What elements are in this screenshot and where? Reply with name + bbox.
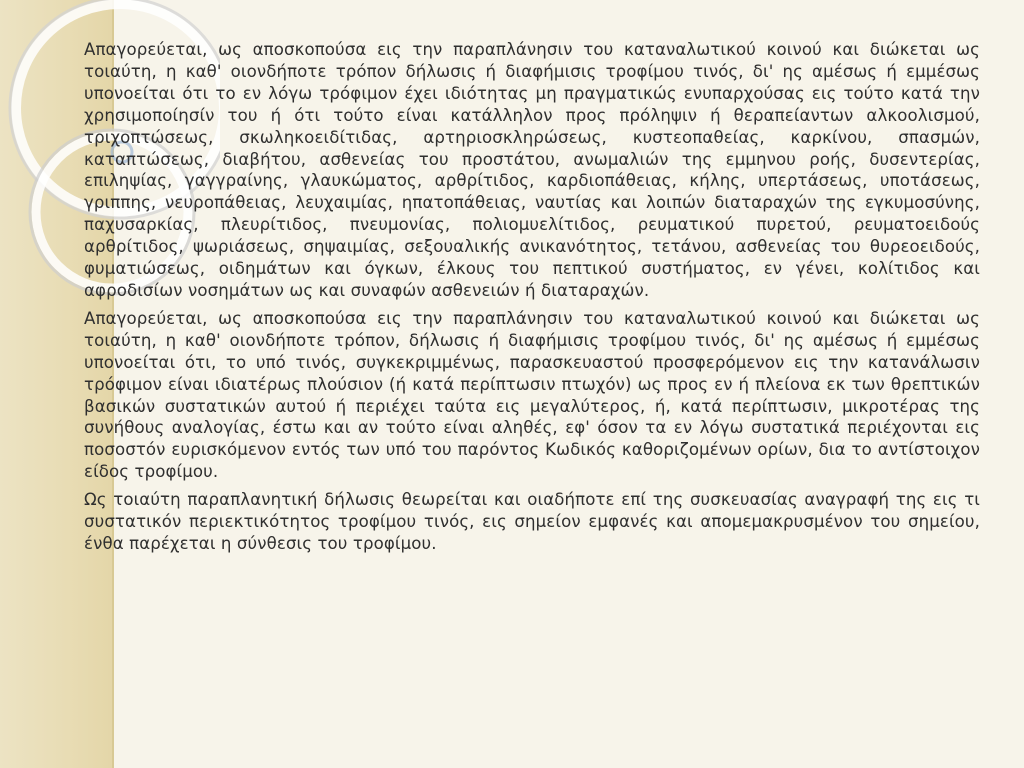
- document-body: [84, 39, 980, 561]
- paragraph-1: Απαγορεύεται, ως αποσκοπούσα εις την παραπλάνησιν του καταναλωτικού κοινού και διώκεται ως τοιαύτη, η καθ' οιονδήποτε τρόπον δήλωσις ή διαφήμισις τροφίμου τινός, δι' ης αμέσως ή εμμέσως υπονοείται ότι το εν λόγω τρόφιμον έχει ιδιότητας μη πραγματικώς ενυπαρχούσας εις τούτο κατά την χρησιμοποίησίν του ή ότι τούτο είναι κατάλληλον προς πρόληψιν ή θεραπείαντων αλκοολισμού, τριχοπτώσεως, σκωληκοειδίτιδας, αρτηριοσκληρώσεως, κυστεοπαθείας, καρκίνου, σπασμών, καταπτώσεως, διαβήτου, ασθενείας του προστάτου, ανωμαλιών της εμμηνου ροής, δυσεντερίας, επιληψίας, γαγγραίνης, γλαυκώματος, αρθρίτιδος, καρδιοπάθειας, κήλης, υπερτάσεως, υποτάσεως, γριππης, νευροπάθειας, λευχαιμίας, ηπατοπάθειας, ναυτίας και λοιπών διαταραχών της εγκυμοσύνης, παχυσαρκίας, πλευρίτιδος, πνευμονίας, πολιομυελίτιδος, ρευματικού πυρετού, ρευματοειδούς αρθρίτιδος, ψωριάσεως, σηψαιμίας, σεξουαλικής ανικανότητος, τετάνου, ασθενείας του θυρεοειδούς, φυματιώσεως, οιδημάτων και όγκων, έλκους του πεπτικού συστήματος, εν γένει, κολίτιδος και αφροδισίων νοσημάτων ως και συναφών ασθενειών ή διαταραχών.: [84, 40, 980, 300]
- paragraph-2: Απαγορεύεται, ως αποσκοπούσα εις την παραπλάνησιν του καταναλωτικού κοινού και διώκεται ως τοιαύτη, η καθ' οιονδήποτε τρόπον, δήλωσις ή διαφήμισις τροφίμου τινός, δι' ης αμέσως ή εμμέσως υπονοείται ότι, το υπό τινός, συγκεκριμμένως, παρασκευαστού προσφερόμενον εις την κατανάλωσιν τρόφιμον είναι ιδιατέρως πλούσιον (ή κατά περίπτωσιν πτωχόν) ως προς εν ή πλείονα εκ των θρεπτικών βασικών συστατικών αυτού ή περιέχει ταύτα εις μεγαλύτερος, ή, κατά περίπτωσιν, μικροτέρας της συνήθους αναλογίας, έστω και αν τούτο είναι αληθές, εφ' όσον τα εν λόγω συστατικά περιέχονται εις ποσοστόν ευρισκόμενον εντός των υπό του παρόντος Κωδικός καθοριζομένων ορίων, δια το αντίστοιχον είδος τροφίμου.: [84, 308, 980, 482]
- paragraph-3: Ως τοιαύτη παραπλανητική δήλωσις θεωρείται και οιαδήποτε επί της συσκευασίας αναγραφή της εις τι συστατικόν περιεκτικότητος τροφίμου τινός, εις σημείον εμφανές και απομεμακρυσμένον του σημείου, ένθα παρέχεται η σύνθεσις του τροφίμου.: [84, 490, 980, 553]
